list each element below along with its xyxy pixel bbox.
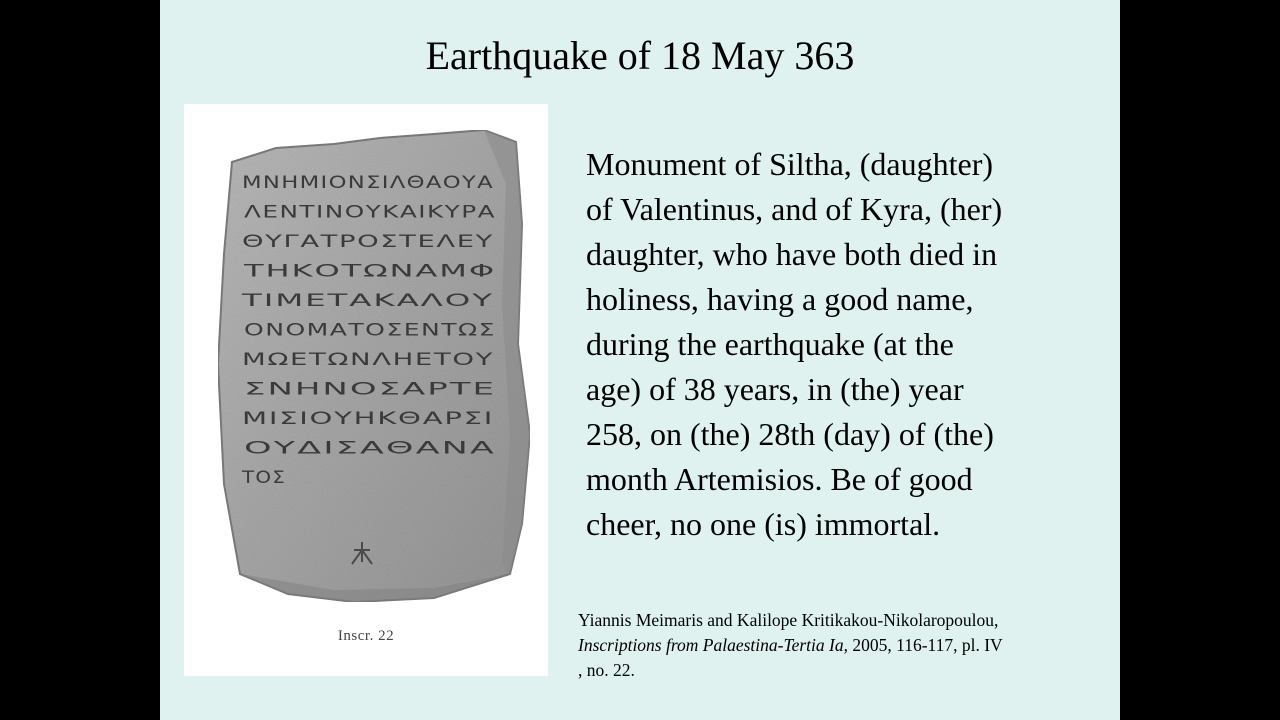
inscription-line: ΜΝΗΜΙΟΝΣΙΛΘΑΟΥΑ xyxy=(242,173,494,193)
citation-tail: , no. 22. xyxy=(578,660,635,680)
inscription-text xyxy=(240,173,496,488)
translation-line: during the earthquake (at the xyxy=(586,326,954,362)
inscription-line: ΜΩΕΤΩΝΛΗΕΤΟΥ xyxy=(242,350,494,370)
inscription-line: ΟΝΟΜΑΤΟΣΕΝΤΩΣ xyxy=(244,320,496,341)
stone-slab-image xyxy=(184,104,548,624)
translation-line: Monument of Siltha, (daughter) xyxy=(586,146,994,182)
inscription-line: ΘΥΓΑΤΡΟΣΤΕΛΕΥ xyxy=(242,232,494,252)
translation-line: 258, on (the) 28th (day) of (the) xyxy=(586,416,994,452)
translation-line: age) of 38 years, in (the) year xyxy=(586,371,964,407)
slide xyxy=(160,0,1120,720)
citation xyxy=(578,608,1103,683)
citation-book-title: Inscriptions from Palaestina-Tertia Ia xyxy=(578,635,844,655)
citation-source xyxy=(578,633,1103,658)
translation-text xyxy=(586,142,1086,547)
inscription-line: ΟΥΔΙΣΑΘΑΝΑ xyxy=(244,438,496,459)
translation-line: cheer, no one (is) immortal. xyxy=(586,506,941,542)
translation-line: daughter, who have both died in xyxy=(586,236,998,272)
inscription-line: ΜΙΣΙΟΥΗΚΘΑΡΣΙ xyxy=(242,409,494,429)
inscription-line: ΛΕΝΤΙΝΟΥΚΑΙΚΥΡΑ xyxy=(244,202,496,223)
inscription-line: ΤΙΜΕΤΑΚΑΛΟΥ xyxy=(240,291,494,311)
inscription-line: ΤΟΣ xyxy=(240,468,286,488)
inscription-photo xyxy=(184,104,548,676)
citation-authors: Yiannis Meimaris and Kalilope Kritikakou-Nikolaropoulou, xyxy=(578,610,999,630)
photo-caption: Inscr. 22 xyxy=(337,628,395,644)
slide-title: Earthquake of 18 May 363 xyxy=(425,33,855,78)
citation-details: , 2005, 116-117, pl. IV xyxy=(843,635,1003,655)
inscription-line: ΣΝΗΝΟΣΑΡΤΕ xyxy=(244,379,496,400)
translation-line: holiness, having a good name, xyxy=(586,281,974,317)
inscription-line: ΤΗΚΟΤΩΝΑΜΦ xyxy=(242,261,496,282)
translation-line: month Artemisios. Be of good xyxy=(586,461,973,497)
translation-line: of Valentinus, and of Kyra, (her) xyxy=(586,191,1003,227)
